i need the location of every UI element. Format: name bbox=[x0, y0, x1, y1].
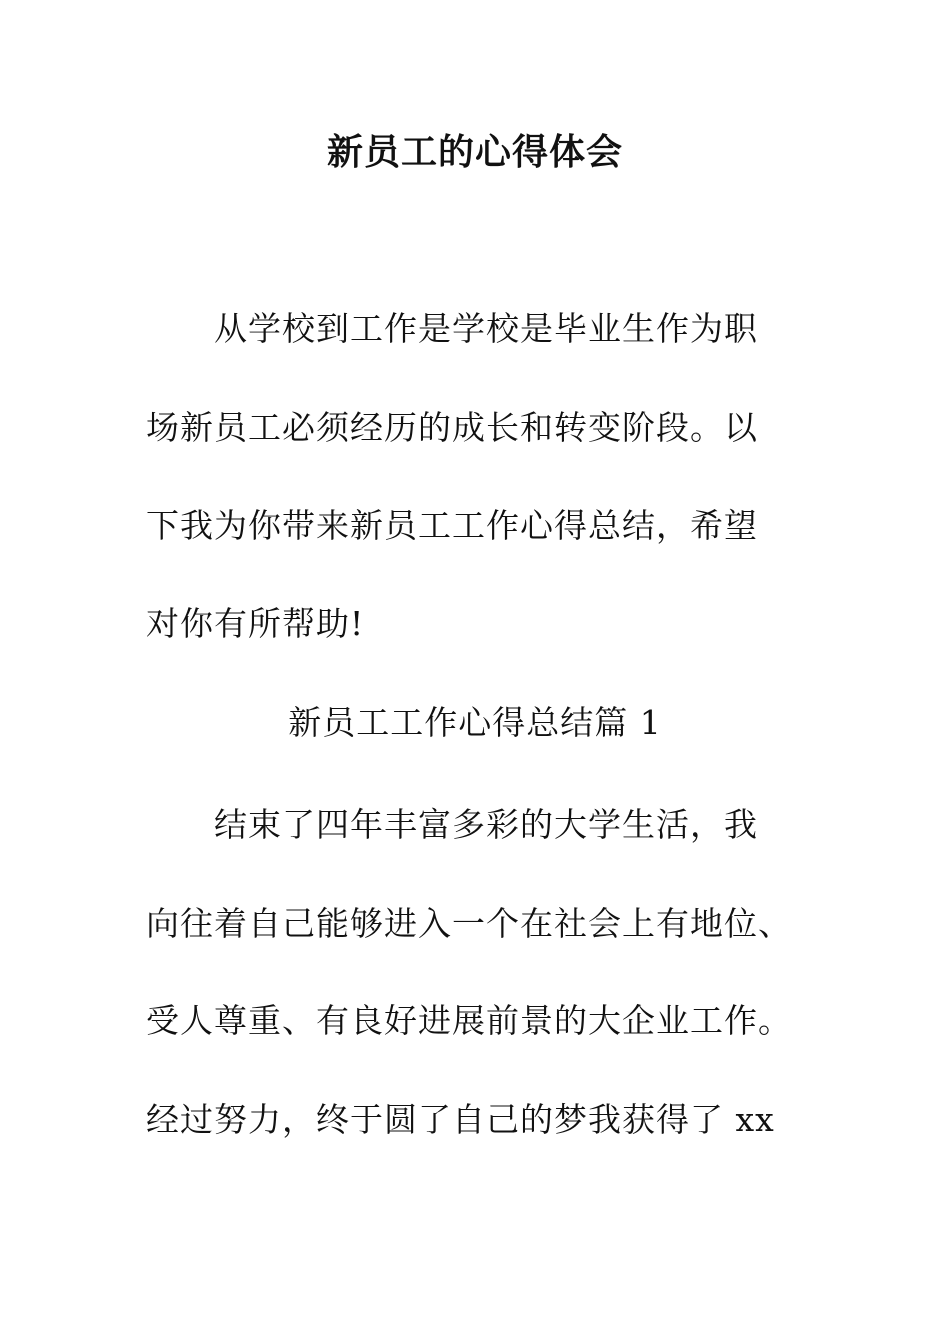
intro-line-4: 对你有所帮助! bbox=[146, 604, 365, 643]
section-heading: 新员工工作心得总结篇 1 bbox=[288, 703, 662, 742]
body-line-3: 受人尊重、有良好进展前景的大企业工作。 bbox=[146, 1001, 792, 1040]
body-line-2: 向往着自己能够进入一个在社会上有地位、 bbox=[146, 904, 792, 943]
body-line-1: 结束了四年丰富多彩的大学生活，我 bbox=[214, 805, 758, 844]
document-title: 新员工的心得体会 bbox=[326, 132, 623, 173]
intro-line-2: 场新员工必须经历的成长和转变阶段。以 bbox=[146, 408, 758, 447]
intro-line-1: 从学校到工作是学校是毕业生作为职 bbox=[214, 309, 758, 348]
body-line-4: 经过努力，终于圆了自己的梦我获得了 xx bbox=[146, 1100, 775, 1139]
intro-line-3: 下我为你带来新员工工作心得总结，希望 bbox=[146, 506, 758, 545]
